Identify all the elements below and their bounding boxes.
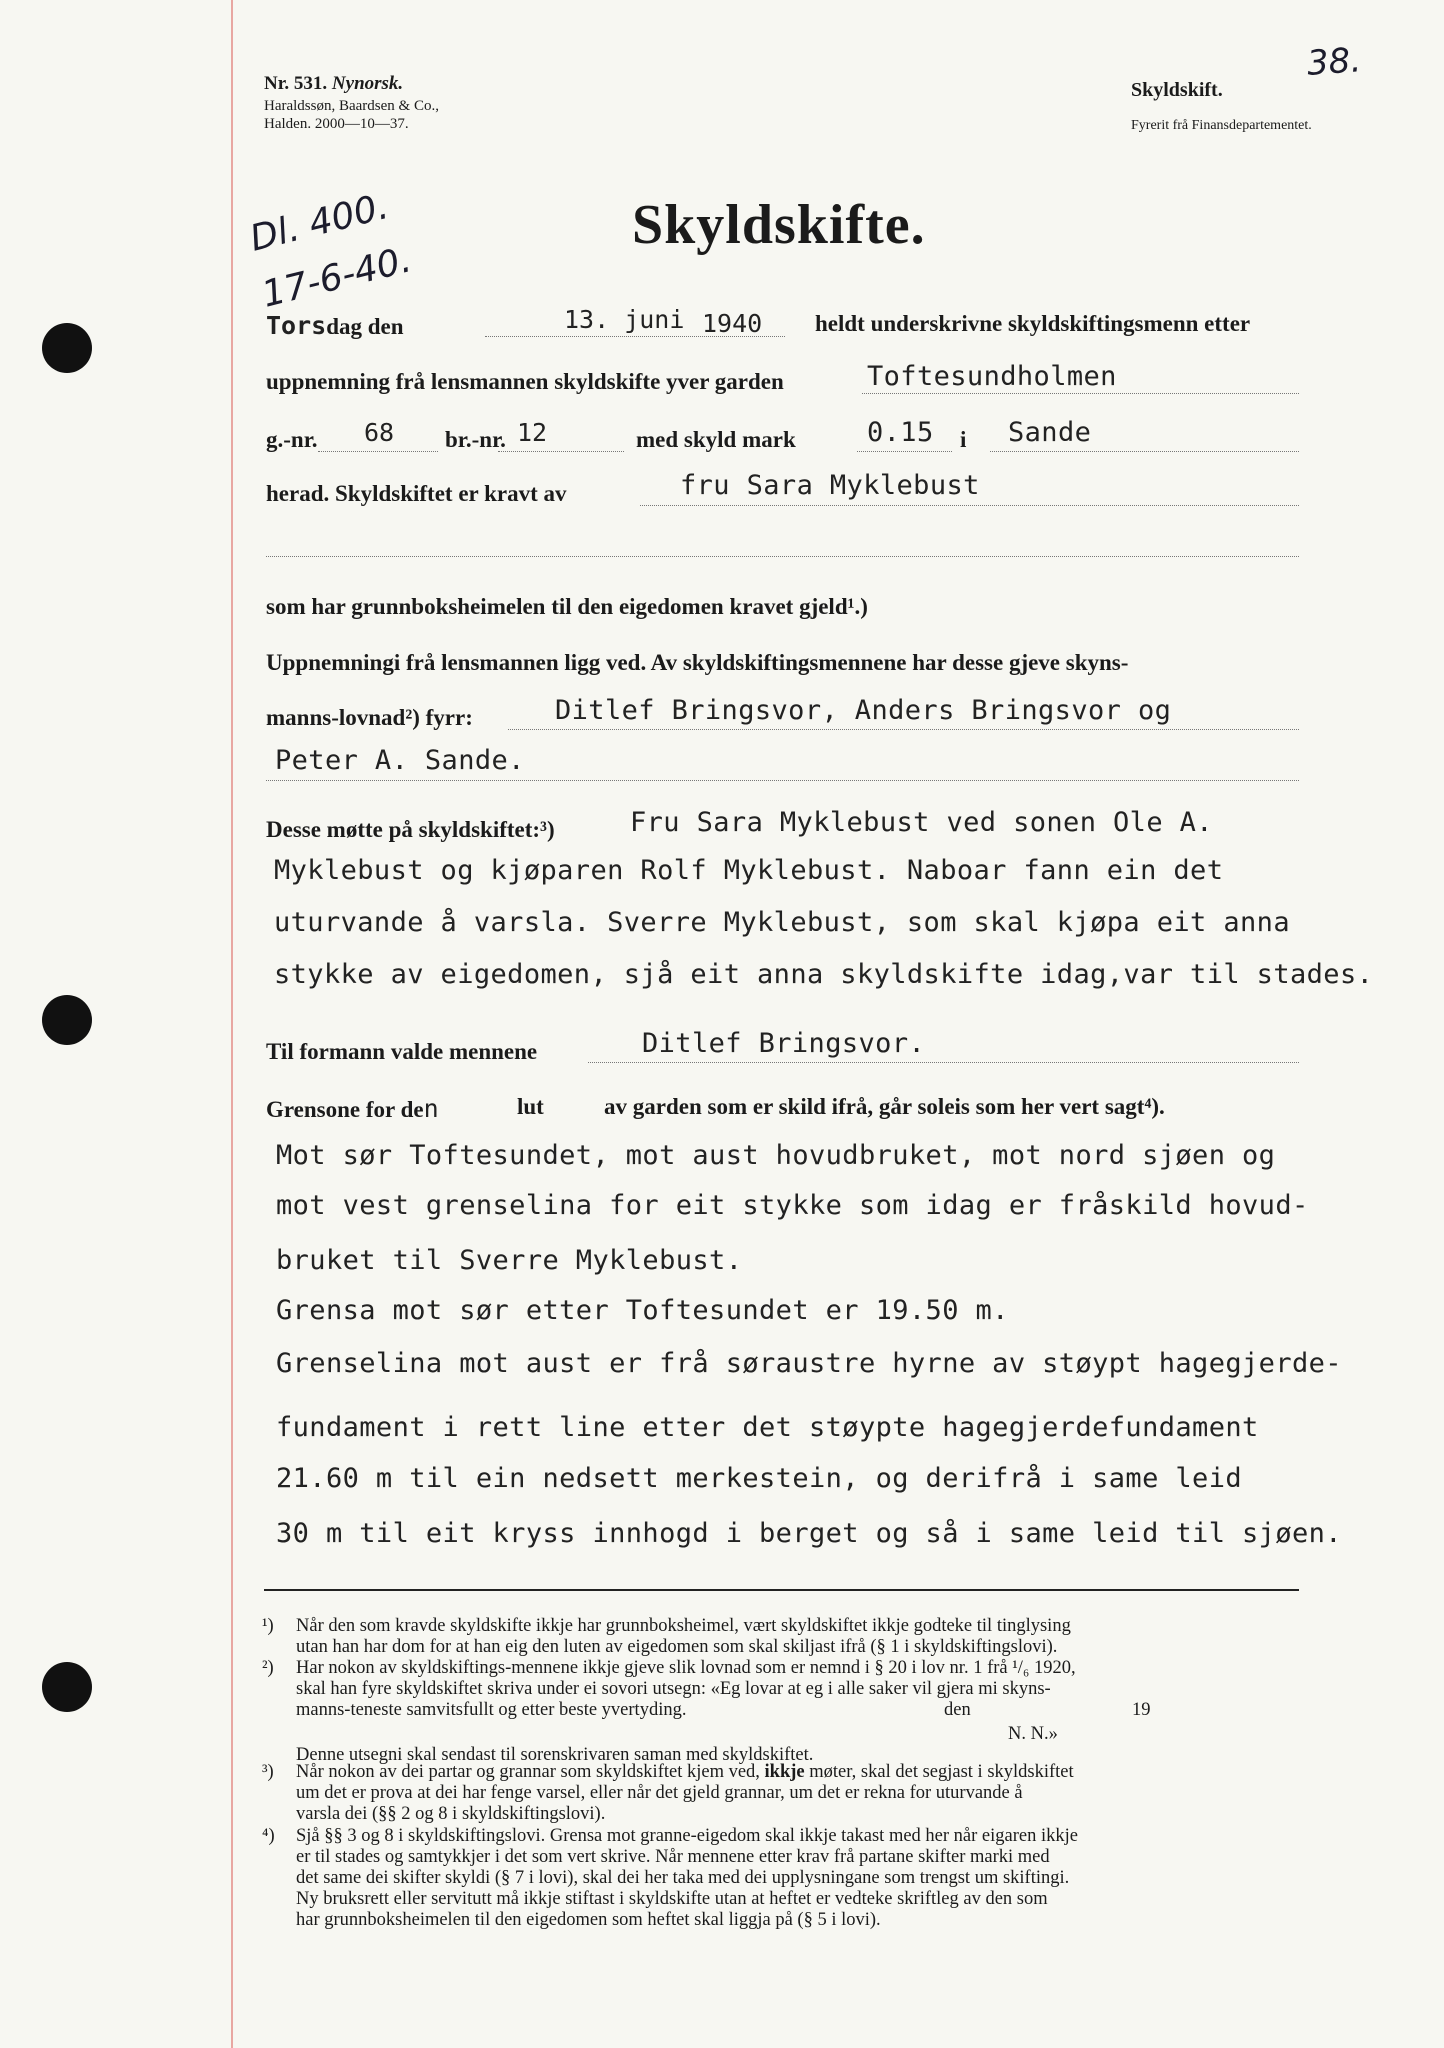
grensone-line	[266, 1094, 439, 1123]
bnr-value: 12	[517, 418, 548, 447]
printer-line-2: Halden. 2000—10—37.	[264, 116, 409, 132]
present-1: Fru Sara Myklebust ved sonen Ole A.	[630, 807, 1213, 838]
year: 1940	[702, 309, 763, 338]
oath-fill-line	[508, 729, 1299, 730]
footnote-2-line-3: manns-teneste samvitsfullt og etter beste yvertyding.	[296, 1700, 687, 1720]
requested-by: fru Sara Myklebust	[680, 470, 980, 501]
date-fill-line	[485, 336, 785, 337]
handwritten-reference-2: 17-6-40.	[258, 239, 416, 316]
form-name: Skyldskift.	[1131, 79, 1223, 101]
weekday-suffix: dag den	[326, 314, 404, 339]
form-number	[264, 74, 403, 94]
footnote-2-note: Denne utsegni skal sendast til sorenskrivaren saman med skyldskiftet.	[296, 1745, 814, 1765]
oath-fill-line-2	[266, 780, 1299, 781]
gnr-fill-line	[318, 451, 438, 452]
footnote-3-line-1b: ikkje	[764, 1762, 805, 1782]
form-number-text: Nr. 531.	[264, 73, 328, 94]
footnote-4-line-3: det same dei skifter skyldi (§ 7 i lovi), skal dei her taka med dei upplysningane som trengst um skiftingi.	[296, 1868, 1070, 1888]
boundary-line-7: 21.60 m til ein nedsett merkestein, og derifrå i same leid	[276, 1463, 1243, 1494]
grensone-rest: av garden som er skild ifrå, går soleis som her vert sagt⁴).	[604, 1094, 1165, 1119]
herad-name: Sande	[1008, 417, 1092, 448]
footnote-4	[262, 1826, 1078, 1931]
gnr-value: 68	[364, 418, 395, 447]
punch-hole	[42, 1662, 92, 1712]
printer-line-1: Haraldssøn, Baardsen & Co.,	[264, 98, 439, 114]
margin-line	[231, 0, 233, 2048]
footnote-3-number: ³)	[262, 1762, 274, 1782]
date: 13. juni	[564, 305, 685, 334]
blank-fill-line	[266, 556, 1299, 557]
skyld-value: 0.15	[867, 417, 934, 448]
footnote-1-line-2: utan han har dom for at han eig den luten av eigedomen som skal skiljast ifrå (§ 1 i skyldskiftingslovi).	[296, 1637, 1058, 1657]
folio-number: 38.	[1305, 40, 1363, 84]
line-2: uppnemning frå lensmannen skyldskifte yver garden	[266, 369, 784, 394]
footnote-rule	[264, 1589, 1299, 1591]
footnote-4-number: ⁴)	[262, 1826, 275, 1846]
line-1-rest: heldt underskrivne skyldskiftingsmenn etter	[815, 311, 1251, 336]
line-10: Desse møtte på skyldskiftet:³)	[266, 817, 555, 842]
line-7: Uppnemningi frå lensmannen ligg ved. Av skyldskiftingsmennene har desse gjeve skyns-	[266, 650, 1129, 675]
farm-fill-line	[862, 393, 1299, 394]
present-4: stykke av eigedomen, sjå eit anna skyldskifte idag,var til stades.	[274, 959, 1374, 990]
present-2: Myklebust og kjøparen Rolf Myklebust. Naboar fann ein det	[274, 855, 1224, 886]
bnr-label: br.-nr.	[445, 427, 506, 452]
requested-fill-line	[640, 505, 1299, 506]
punch-hole	[42, 323, 92, 373]
footnote-3	[262, 1762, 1074, 1825]
form-language: Nynorsk.	[331, 73, 404, 94]
footnote-1-line-1: Når den som kravde skyldskifte ikkje har grunnboksheimel, vært skyldskiftet ikkje godteke til tinglysing	[296, 1616, 1071, 1636]
line-4: herad. Skyldskiftet er kravt av	[266, 481, 567, 506]
bnr-fill-line	[498, 451, 624, 452]
footnote-2-year: 19	[1132, 1700, 1151, 1720]
form-prescribed-by: Fyrerit frå Finansdepartementet.	[1131, 118, 1312, 133]
i-label: i	[960, 427, 967, 452]
footnote-3-line-3: varsla dei (§§ 2 og 8 i skyldskiftingslovi).	[296, 1804, 606, 1824]
footnote-2-signature: N. N.»	[1008, 1724, 1058, 1744]
footnote-2	[262, 1658, 1151, 1766]
skyld-label: med skyld mark	[636, 427, 796, 452]
footnote-4-line-5: har grunnboksheimelen til den eigedomen som heftet skal liggja på (§ 5 i lovi).	[296, 1910, 881, 1930]
grensone-for: for de	[365, 1097, 424, 1122]
chair-label: Til formann valde mennene	[266, 1039, 538, 1064]
footnote-1	[262, 1616, 1071, 1658]
oath-names-2: Peter A. Sande.	[275, 745, 525, 776]
farm-name: Toftesundholmen	[867, 361, 1117, 392]
footnote-2-den: den	[944, 1700, 971, 1720]
chair-fill-line	[588, 1062, 1299, 1063]
footnote-2-line-1: Har nokon av skyldskiftings-mennene ikkje gjeve slik lovnad som er nemnd i § 20 i lov nr. 1 frå ¹/₆ 1920,	[296, 1658, 1076, 1678]
boundary-line-6: fundament i rett line etter det støypte hagegjerdefundament	[276, 1412, 1259, 1443]
handwritten-reference-1: Dl. 400.	[246, 185, 393, 260]
boundary-line-8: 30 m til eit kryss innhogd i berget og så i same leid til sjøen.	[276, 1518, 1342, 1549]
boundary-line-5: Grenselina mot aust er frå søraustre hyrne av støypt hagegjerde-	[276, 1348, 1342, 1379]
footnote-4-line-4: Ny bruksrett eller servitutt må ikkje stiftast i skyldskifte utan at heftet er vedteke skriftleg av den som	[296, 1889, 1048, 1909]
oath-names-1: Ditlef Bringsvor, Anders Bringsvor og	[555, 695, 1172, 726]
boundary-line-2: mot vest grenselina for eit stykke som idag er fråskild hovud-	[276, 1190, 1309, 1221]
herad-fill-line	[990, 451, 1299, 452]
punch-hole	[42, 995, 92, 1045]
boundary-line-1: Mot sør Toftesundet, mot aust hovudbruket, mot nord sjøen og	[276, 1140, 1276, 1171]
grensone-lut: lut	[517, 1094, 544, 1119]
footnote-1-number: ¹)	[262, 1616, 274, 1636]
boundary-line-3: bruket til Sverre Myklebust.	[276, 1245, 743, 1276]
present-3: uturvande å varsla. Sverre Myklebust, som skal kjøpa eit anna	[274, 907, 1290, 938]
footnote-3-line-2: um det er prova at dei har fenge varsel, eller når det gjeld grannar, um det er rekna for uturvande å	[296, 1783, 1023, 1803]
gnr-label: g.-nr.	[266, 427, 318, 452]
footnote-4-line-1: Sjå §§ 3 og 8 i skyldskiftingslovi. Grensa mot granne-eigedom skal ikkje takast med her når eigaren ikkje	[296, 1826, 1078, 1846]
document-title: Skyldskifte.	[632, 194, 926, 256]
footnote-3-line-1a: Når nokon av dei partar og grannar som skyldskiftet kjem ved,	[296, 1762, 760, 1782]
footnote-2-number: ²)	[262, 1658, 274, 1678]
footnote-4-line-2: er til stades og samtykkjer i det som vert skrive. Når mennene etter krav frå partane skifter marki med	[296, 1847, 1050, 1867]
line-1	[266, 311, 404, 340]
footnote-3-line-1c: møter, skal det segjast i skyldskiftet	[809, 1762, 1074, 1782]
boundary-line-4: Grensa mot sør etter Toftesundet er 19.50 m.	[276, 1295, 1009, 1326]
grensone-bold: Grensone	[266, 1097, 361, 1122]
line-6: som har grunnboksheimelen til den eigedomen kravet gjeld¹.)	[266, 594, 868, 619]
weekday-prefix: Tors	[266, 311, 327, 340]
chair-name: Ditlef Bringsvor.	[642, 1028, 926, 1059]
line-8: manns-lovnad²) fyrr:	[266, 705, 473, 730]
footnote-2-line-2: skal han fyre skyldskiftet skriva under ei sovori utsegn: «Eg lovar at eg i alle saker vil gjera mi skyns-	[296, 1679, 1051, 1699]
skyld-fill-line	[857, 451, 952, 452]
grensone-n: n	[423, 1094, 439, 1123]
